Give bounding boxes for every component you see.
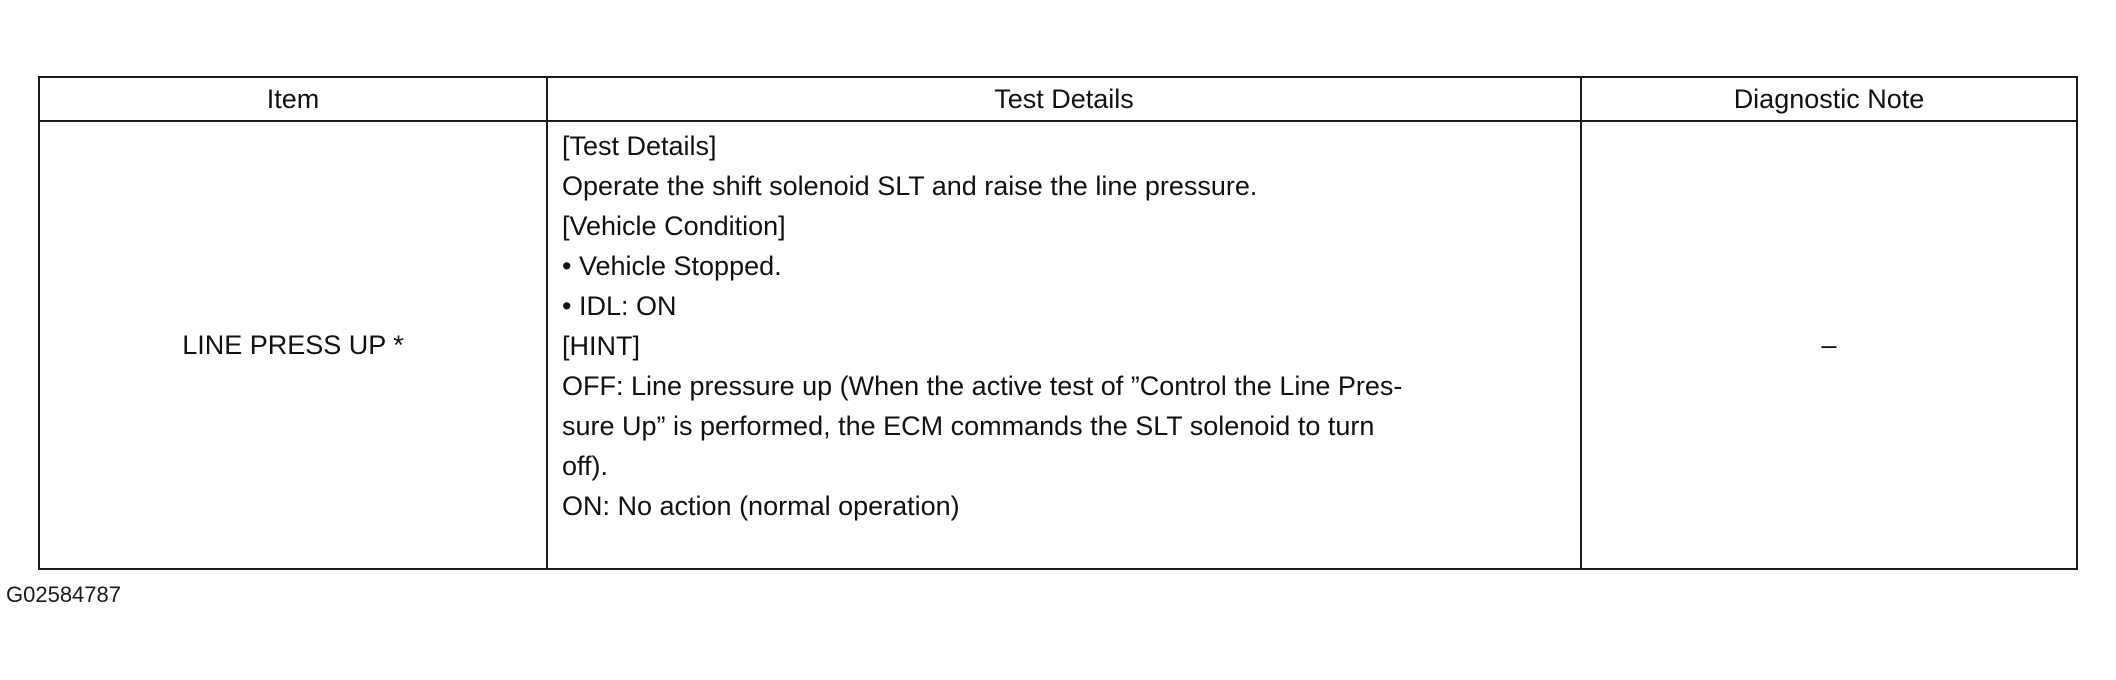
test-details-line: Operate the shift solenoid SLT and raise the line pressure. [562,171,1258,201]
header-diagnostic-note: Diagnostic Note [1581,77,2077,121]
table-header-row [39,77,2077,121]
figure-id-caption: G02584787 [6,582,121,607]
test-details-line: • IDL: ON [562,291,677,321]
header-item: Item [39,77,547,121]
header-test-details: Test Details [547,77,1581,121]
item-cell: LINE PRESS UP * [39,121,547,569]
test-details-line: ON: No action (normal operation) [562,491,960,521]
test-details-line: off). [562,451,609,481]
test-details-cell [547,121,1581,569]
test-details-line: sure Up” is performed, the ECM commands the SLT solenoid to turn [562,411,1375,441]
table-row [39,121,2077,569]
test-details-line: OFF: Line pressure up (When the active test of ”Control the Line Pres- [562,371,1403,401]
active-test-table [38,76,2078,570]
test-details-line: [Test Details] [562,131,717,161]
diagnostic-note-cell: – [1581,121,2077,569]
test-details-line: [HINT] [562,331,640,361]
test-details-line: [Vehicle Condition] [562,211,786,241]
test-details-line: • Vehicle Stopped. [562,251,782,281]
